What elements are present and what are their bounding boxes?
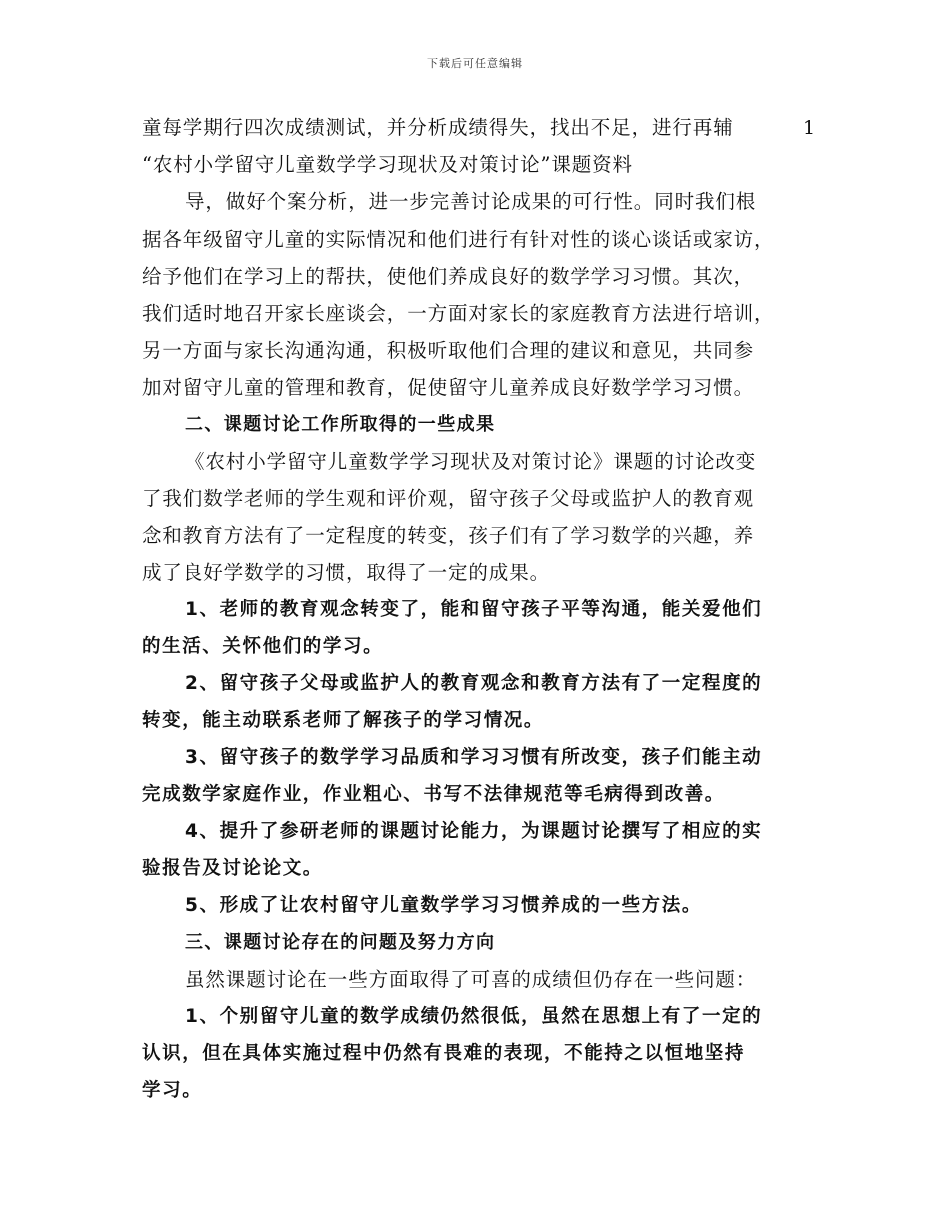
body-line: 了我们数学老师的学生观和评价观，留守孩子父母或监护人的教育观 bbox=[142, 487, 755, 510]
body-line: 念和教育方法有了一定程度的转变，孩子们有了学习数学的兴趣，养 bbox=[142, 524, 755, 547]
list-item-line: 学习。 bbox=[142, 1080, 203, 1101]
list-item-line: 转变，能主动联系老师了解孩子的学习情况。 bbox=[142, 710, 545, 731]
list-item-line: 4、提升了参研老师的课题讨论能力，为课题讨论撰写了相应的实 bbox=[185, 821, 763, 842]
body-line: 我们适时地召开家长座谈会，一方面对家长的家庭教育方法进行培训， bbox=[142, 302, 775, 325]
body-line: 虽然课题讨论在一些方面取得了可喜的成绩但仍存在一些问题： bbox=[185, 968, 757, 991]
list-item-line: 1、老师的教育观念转变了，能和留守孩子平等沟通，能关爱他们 bbox=[185, 599, 763, 620]
body-line: 《农村小学留守儿童数学学习现状及对策讨论》课题的讨论改变 bbox=[185, 450, 757, 473]
section-heading: 三、课题讨论存在的问题及努力方向 bbox=[185, 932, 496, 953]
page-number: 1 bbox=[803, 117, 816, 139]
header-note: 下载后可任意编辑 bbox=[427, 57, 523, 70]
list-item-line: 5、形成了让农村留守儿童数学学习习惯养成的一些方法。 bbox=[185, 895, 702, 916]
body-line: 导，做好个案分析，进一步完善讨论成果的可行性。同时我们根 bbox=[185, 190, 757, 213]
body-line: 给予他们在学习上的帮扶，使他们养成良好的数学学习习惯。其次， bbox=[142, 265, 755, 288]
list-item-line: 的生活、关怀他们的学习。 bbox=[142, 636, 384, 657]
list-item-line: 验报告及讨论论文。 bbox=[142, 858, 323, 879]
list-item-line: 2、留守孩子父母或监护人的教育观念和教育方法有了一定程度的 bbox=[185, 673, 763, 694]
list-item-line: 1、个别留守儿童的数学成绩仍然很低，虽然在思想上有了一定的 bbox=[185, 1006, 763, 1027]
body-line: 童每学期行四次成绩测试，并分析成绩得失，找出不足，进行再辅 bbox=[142, 116, 734, 139]
section-heading: 二、课题讨论工作所取得的一些成果 bbox=[185, 414, 496, 435]
body-line: 据各年级留守儿童的实际情况和他们进行有针对性的谈心谈话或家访， bbox=[142, 228, 775, 251]
list-item-line: 认识，但在具体实施过程中仍然有畏难的表现，不能持之以恒地坚持 bbox=[142, 1043, 746, 1064]
body-line: 加对留守儿童的管理和教育，促使留守儿童养成良好数学学习习惯。 bbox=[142, 376, 755, 399]
list-item-line: 完成数学家庭作业，作业粗心、书写不法律规范等毛病得到改善。 bbox=[142, 784, 725, 805]
body-line: 成了良好学数学的习惯，取得了一定的成果。 bbox=[142, 561, 551, 584]
running-title: “农村小学留守儿童数学学习现状及对策讨论”课题资料 bbox=[142, 153, 633, 176]
body-line: 另一方面与家长沟通沟通，积极听取他们合理的建议和意见，共同参 bbox=[142, 339, 755, 362]
list-item-line: 3、留守孩子的数学学习品质和学习习惯有所改变，孩子们能主动 bbox=[185, 747, 763, 768]
